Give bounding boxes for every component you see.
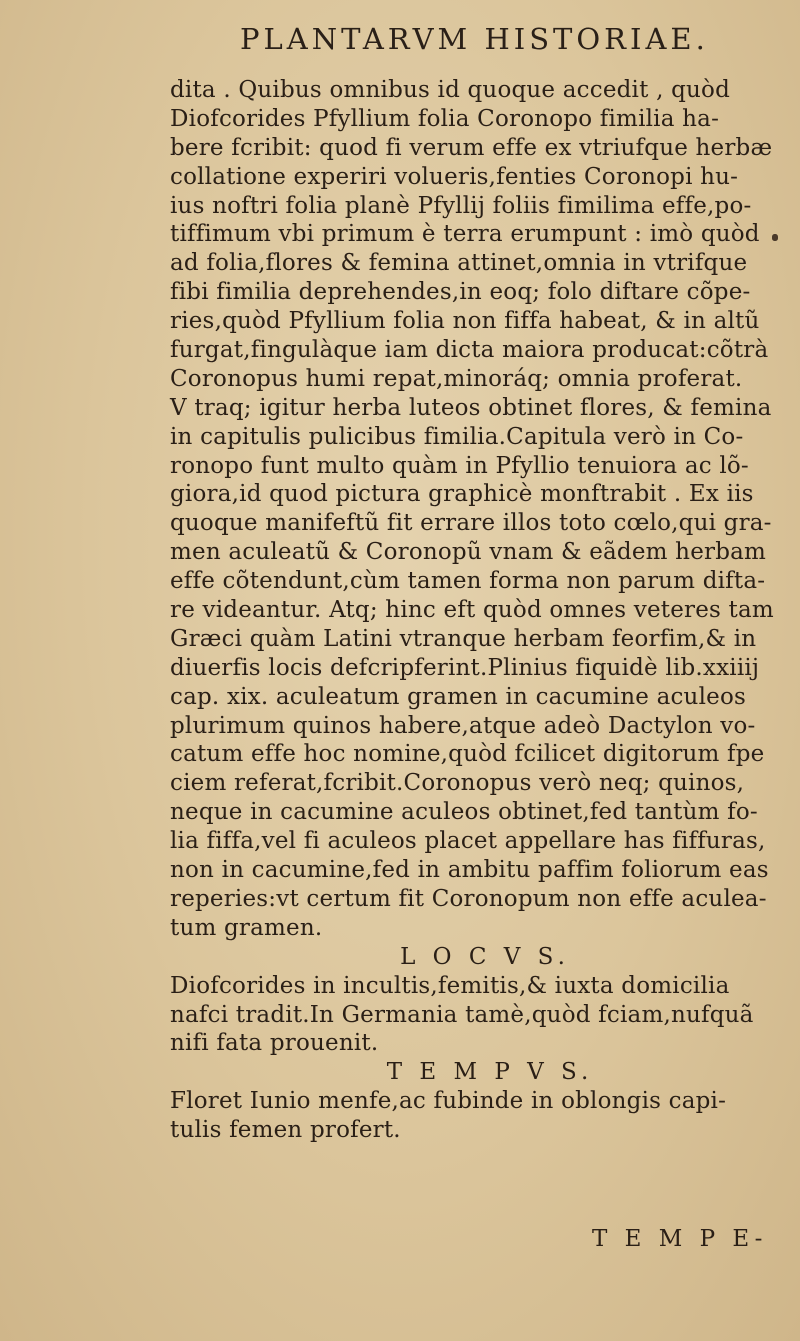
- running-head: PLANTARVM HISTORIAE.: [240, 22, 709, 56]
- text-line: diuerfis locis defcripferint.Plinius fiquidè lib.xxiiij: [170, 654, 760, 681]
- text-line: catum effe hoc nomine,quòd fcilicet digitorum fpe: [170, 741, 765, 768]
- text-line: re videantur. Atq; hinc eft quòd omnes veteres tam: [170, 597, 774, 624]
- text-line: ronopo funt multo quàm in Pfyllio tenuiora ac lõ-: [170, 452, 749, 479]
- text-line: Diofcorides in incultis,femitis,& iuxta domicilia: [170, 972, 730, 999]
- text-line: Græci quàm Latini vtranque herbam feorfim,& in: [170, 625, 757, 652]
- text-line: tum gramen.: [170, 914, 323, 941]
- text-line: in capitulis pulicibus fimilia.Capitula verò in Co-: [170, 423, 744, 450]
- text-line: neque in cacumine aculeos obtinet,fed tantùm fo-: [170, 799, 758, 826]
- text-line: furgat,fingulàque iam dicta maiora producat:cõtrà: [170, 337, 769, 364]
- text-line: giora,id quod pictura graphicè monftrabit . Ex iis: [170, 481, 754, 508]
- text-line: fibi fimilia deprehendes,in eoq; folo diftare cõpe-: [170, 279, 751, 306]
- text-line: nafci tradit.In Germania tamè,quòd fciam,nufquã: [170, 1001, 754, 1028]
- text-line: tiffimum vbi primum è terra erumpunt : imò quòd: [170, 221, 760, 248]
- text-line: tulis femen profert.: [170, 1117, 401, 1144]
- text-line: Diofcorides Pfyllium folia Coronopo fimilia ha-: [170, 105, 720, 132]
- text-line: lia fiffa,vel fi aculeos placet appellare has fiffuras,: [170, 828, 766, 855]
- text-line: bere fcribit: quod fi verum effe ex vtriufque herbæ: [170, 134, 773, 161]
- text-line: cap. xix. aculeatum gramen in cacumine aculeos: [170, 683, 746, 710]
- text-line: quoque manifeftũ fit errare illos toto cœlo,qui gra-: [170, 510, 772, 537]
- text-line: Floret Iunio menfe,ac fubinde in oblongis capi-: [170, 1088, 727, 1115]
- text-line: Coronopus humi repat,minoráq; omnia proferat.: [170, 365, 743, 392]
- catchword: T E M P E-: [592, 1226, 768, 1252]
- text-line: men aculeatũ & Coronopũ vnam & eãdem herbam: [170, 539, 767, 566]
- section-heading-locus: L O C V S.: [400, 943, 570, 970]
- ink-speck: [772, 234, 778, 241]
- text-line: collatione experiri volueris,fenties Coronopi hu-: [170, 163, 739, 190]
- text-line: non in cacumine,fed in ambitu paffim foliorum eas: [170, 857, 769, 884]
- text-line: ad folia,flores & femina attinet,omnia in vtrifque: [170, 250, 748, 277]
- section-heading-tempus: T E M P V S.: [386, 1059, 594, 1086]
- main-text-block: [170, 76, 774, 1145]
- text-line: reperies:vt certum fit Coronopum non effe aculea-: [170, 885, 767, 912]
- text-line: V traq; igitur herba luteos obtinet flores, & femina: [170, 394, 772, 421]
- text-line: ciem referat,fcribit.Coronopus verò neq; quinos,: [170, 770, 745, 797]
- text-line: nifi fata prouenit.: [170, 1030, 379, 1057]
- text-line: ries,quòd Pfyllium folia non fiffa habeat, & in altũ: [170, 308, 760, 335]
- text-line: ius noftri folia planè Pfyllij foliis fimilima effe,po-: [170, 192, 752, 219]
- text-line: plurimum quinos habere,atque adeò Dactylon vo-: [170, 712, 756, 739]
- text-line: dita . Quibus omnibus id quoque accedit , quòd: [170, 77, 730, 103]
- text-line: effe cõtendunt,cùm tamen forma non parum difta-: [170, 568, 766, 595]
